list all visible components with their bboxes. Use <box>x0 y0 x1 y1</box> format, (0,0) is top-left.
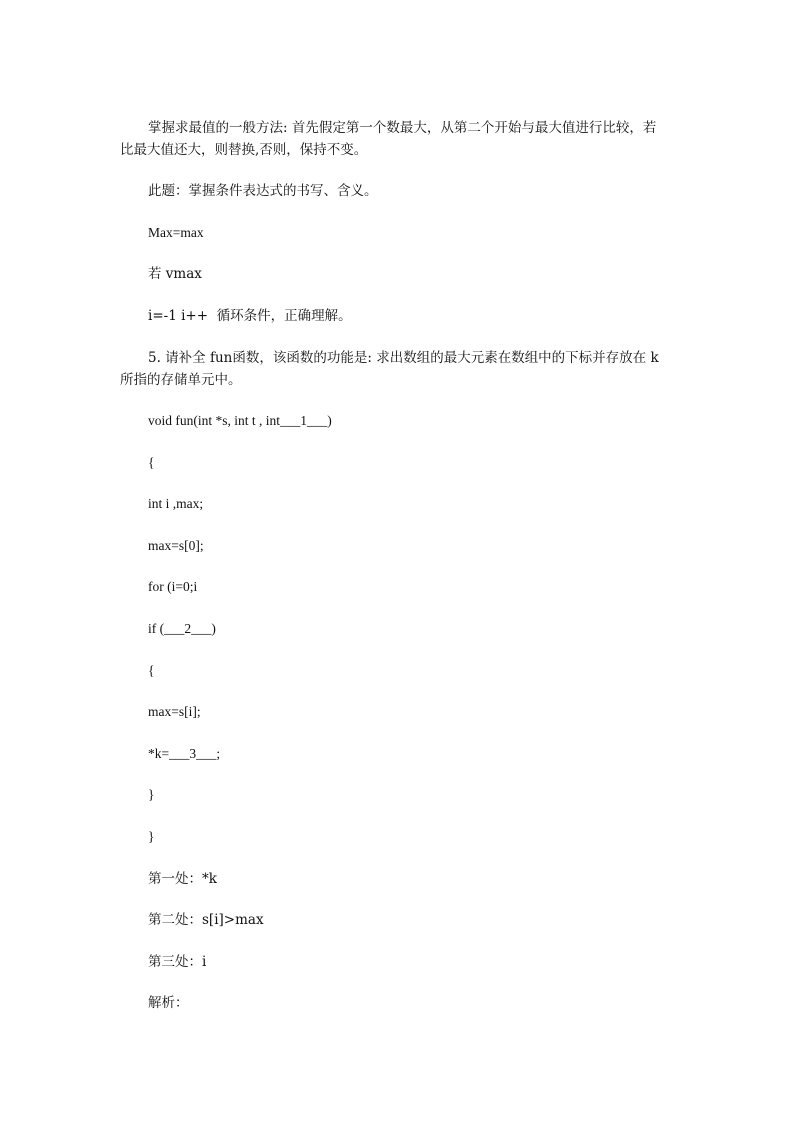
answer-3: 第三处：i <box>148 954 207 970</box>
question-5-line1: 5. 请补全 fun函数，该函数的功能是: 求出数组的最大元素在数组中的下标并存放在 k <box>148 350 659 366</box>
text-max-assign: Max=max <box>148 225 204 240</box>
question-5-line2: 所指的存储单元中。 <box>120 372 242 388</box>
code-line: } <box>148 787 155 802</box>
analysis-label: 解析： <box>148 995 189 1011</box>
code-line: for (i=0;i <box>148 579 198 594</box>
code-line: int i ,max; <box>148 496 204 511</box>
text-loop-condition: i=-1 i++ 循环条件，正确理解。 <box>148 308 352 324</box>
code-line: { <box>148 663 155 678</box>
code-line: } <box>148 829 155 844</box>
code-line: if (___2___) <box>148 621 216 636</box>
code-line: void fun(int *s, int t , int___1___) <box>148 413 332 428</box>
text-ruo-vmax: 若 vmax <box>148 266 202 282</box>
code-line: *k=___3___; <box>148 746 221 761</box>
paragraph-method-line1: 掌握求最值的一般方法: 首先假定第一个数最大，从第二个开始与最大值进行比较，若 <box>148 120 657 136</box>
code-line: { <box>148 455 155 470</box>
code-line: max=s[i]; <box>148 704 201 719</box>
answer-2: 第二处：s[i]>max <box>148 912 264 928</box>
paragraph-method-line2: 比最大值还大，则替换,否则，保持不变。 <box>120 142 368 158</box>
answer-1: 第一处：*k <box>148 871 217 887</box>
paragraph-topic: 此题：掌握条件表达式的书写、含义。 <box>148 183 378 199</box>
code-line: max=s[0]; <box>148 538 204 553</box>
